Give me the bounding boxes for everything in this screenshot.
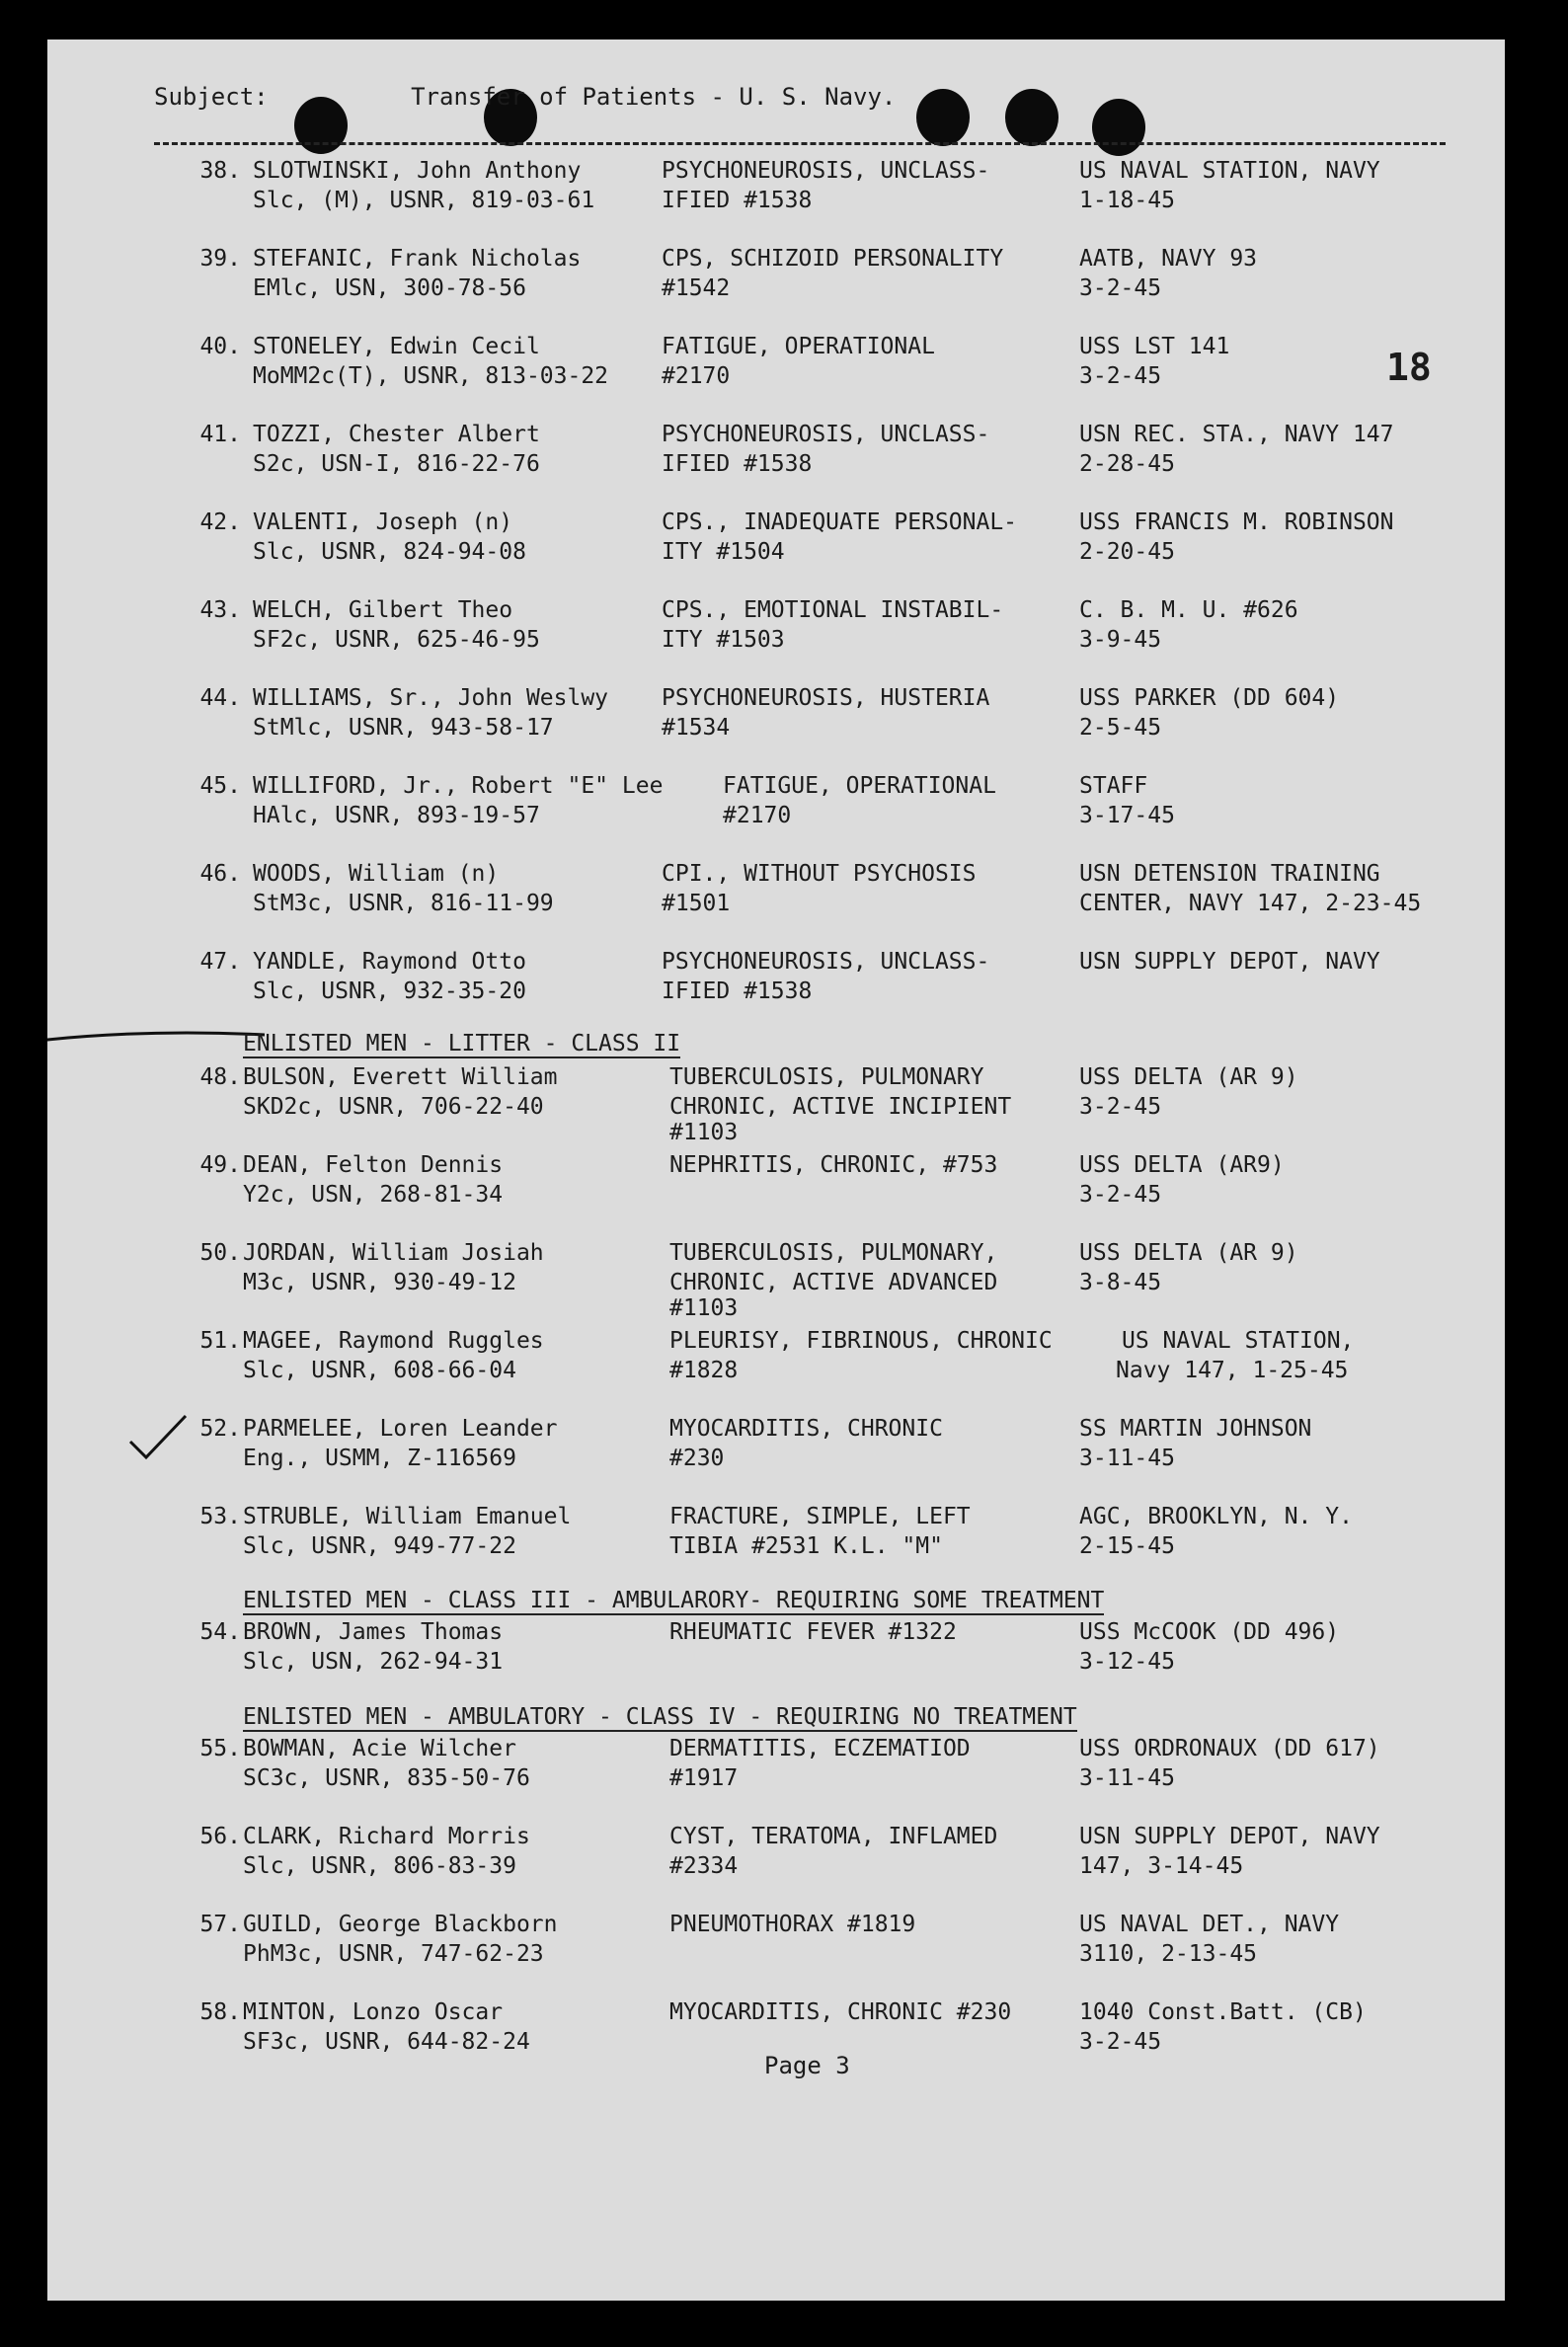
diagnosis: FATIGUE, OPERATIONAL	[662, 334, 935, 359]
destination-cont: 1-18-45	[1079, 188, 1175, 213]
patient-rate: StMlc, USNR, 943-58-17	[253, 715, 554, 741]
destination: SS MARTIN JOHNSON	[1079, 1416, 1312, 1442]
patient-rate: PhM3c, USNR, 747-62-23	[243, 1941, 544, 1967]
destination-cont: 2-28-45	[1079, 451, 1175, 477]
patient-name: YANDLE, Raymond Otto	[253, 949, 526, 975]
patient-rate: Slc, USNR, 824-94-08	[253, 539, 526, 565]
entry-43	[47, 595, 1505, 655]
entry-number: 47.	[199, 949, 241, 975]
destination-cont: 3-2-45	[1079, 1182, 1162, 1208]
destination: USS DELTA (AR9)	[1079, 1152, 1285, 1178]
destination: USS ORDRONAUX (DD 617)	[1079, 1736, 1380, 1761]
destination: US NAVAL STATION,	[1122, 1328, 1355, 1354]
patient-name: BROWN, James Thomas	[243, 1619, 504, 1645]
punch-hole-3	[916, 89, 970, 146]
patient-name: VALENTI, Joseph (n)	[253, 509, 513, 535]
entry-48	[47, 1062, 1505, 1145]
destination: US NAVAL STATION, NAVY	[1079, 158, 1380, 184]
destination: USN SUPPLY DEPOT, NAVY	[1079, 949, 1380, 975]
patient-name: BULSON, Everett William	[243, 1064, 558, 1090]
destination-cont: 2-15-45	[1079, 1533, 1175, 1559]
destination-cont: 147, 3-14-45	[1079, 1853, 1244, 1879]
patient-rate: Slc, (M), USNR, 819-03-61	[253, 188, 595, 213]
destination: USS DELTA (AR 9)	[1079, 1064, 1298, 1090]
patient-rate: Slc, USNR, 932-35-20	[253, 978, 526, 1004]
destination-cont: 3-2-45	[1079, 1094, 1162, 1120]
entry-number: 49.	[199, 1152, 241, 1178]
diagnosis: PSYCHONEUROSIS, HUSTERIA	[662, 685, 990, 711]
destination-cont: 3-11-45	[1079, 1765, 1175, 1791]
patient-name: TOZZI, Chester Albert	[253, 422, 540, 447]
destination-cont: 3-2-45	[1079, 363, 1162, 389]
entry-number: 39.	[199, 246, 241, 272]
entry-53	[47, 1502, 1505, 1561]
destination: C. B. M. U. #626	[1079, 597, 1298, 623]
destination: STAFF	[1079, 773, 1148, 799]
diagnosis-cont: #1917	[669, 1765, 739, 1791]
patient-name: JORDAN, William Josiah	[243, 1240, 544, 1266]
diagnosis: CPS, SCHIZOID PERSONALITY	[662, 246, 1004, 272]
destination: AATB, NAVY 93	[1079, 246, 1258, 272]
destination-cont: Navy 147, 1-25-45	[1116, 1358, 1349, 1383]
destination-cont: CENTER, NAVY 147, 2-23-45	[1079, 891, 1422, 916]
entry-number: 53.	[199, 1504, 241, 1529]
diagnosis-cont: #1501	[662, 891, 731, 916]
entry-49	[47, 1150, 1505, 1210]
destination: USN DETENSION TRAINING	[1079, 861, 1380, 887]
entry-47	[47, 947, 1505, 1006]
diagnosis: CPS., INADEQUATE PERSONAL-	[662, 509, 1018, 535]
patient-name: DEAN, Felton Dennis	[243, 1152, 504, 1178]
entry-number: 57.	[199, 1912, 241, 1937]
diagnosis-cont: IFIED #1538	[662, 188, 813, 213]
diagnosis: PSYCHONEUROSIS, UNCLASS-	[662, 949, 990, 975]
destination-cont: 3-9-45	[1079, 627, 1162, 653]
section-heading-class-iii: ENLISTED MEN - CLASS III - AMBULARORY- REQUIRING SOME TREATMENT	[243, 1588, 1105, 1613]
destination: USS LST 141	[1079, 334, 1230, 359]
diagnosis: TUBERCULOSIS, PULMONARY,	[669, 1240, 998, 1266]
subject-line	[154, 83, 896, 111]
diagnosis: TUBERCULOSIS, PULMONARY	[669, 1064, 984, 1090]
entry-58	[47, 1997, 1505, 2057]
diagnosis: CPI., WITHOUT PSYCHOSIS	[662, 861, 977, 887]
entry-number: 43.	[199, 597, 241, 623]
patient-name: BOWMAN, Acie Wilcher	[243, 1736, 516, 1761]
patient-name: CLARK, Richard Morris	[243, 1824, 530, 1849]
diagnosis: RHEUMATIC FEVER #1322	[669, 1619, 957, 1645]
patient-name: WELCH, Gilbert Theo	[253, 597, 513, 623]
destination-cont: 3-8-45	[1079, 1270, 1162, 1295]
diagnosis-code: #1103	[669, 1295, 739, 1321]
patient-rate: SF3c, USNR, 644-82-24	[243, 2029, 530, 2055]
destination: USS DELTA (AR 9)	[1079, 1240, 1298, 1266]
entry-number: 42.	[199, 509, 241, 535]
destination: US NAVAL DET., NAVY	[1079, 1912, 1340, 1937]
destination-cont: 2-20-45	[1079, 539, 1175, 565]
patient-rate: M3c, USNR, 930-49-12	[243, 1270, 516, 1295]
patient-name: SLOTWINSKI, John Anthony	[253, 158, 582, 184]
patient-rate: MoMM2c(T), USNR, 813-03-22	[253, 363, 609, 389]
destination: USN SUPPLY DEPOT, NAVY	[1079, 1824, 1380, 1849]
patient-name: MINTON, Lonzo Oscar	[243, 1999, 504, 2025]
entry-number: 44.	[199, 685, 241, 711]
diagnosis-cont: TIBIA #2531 K.L. "M"	[669, 1533, 943, 1559]
diagnosis-cont: #1534	[662, 715, 731, 741]
diagnosis-cont: IFIED #1538	[662, 451, 813, 477]
patient-name: WILLIFORD, Jr., Robert "E" Lee	[253, 773, 664, 799]
entry-38	[47, 156, 1505, 215]
entry-number: 48.	[199, 1064, 241, 1090]
entry-number: 40.	[199, 334, 241, 359]
entry-45	[47, 771, 1505, 830]
diagnosis: PSYCHONEUROSIS, UNCLASS-	[662, 158, 990, 184]
destination-cont: 3-2-45	[1079, 2029, 1162, 2055]
entry-number: 52.	[199, 1416, 241, 1442]
diagnosis: PLEURISY, FIBRINOUS, CHRONIC	[669, 1328, 1053, 1354]
diagnosis-cont: #1828	[669, 1358, 739, 1383]
patient-rate: Eng., USMM, Z-116569	[243, 1446, 516, 1471]
diagnosis-cont: CHRONIC, ACTIVE ADVANCED	[669, 1270, 998, 1295]
entry-52	[47, 1414, 1505, 1473]
patient-rate: S2c, USN-I, 816-22-76	[253, 451, 540, 477]
diagnosis-cont: #2334	[669, 1853, 739, 1879]
entry-56	[47, 1822, 1505, 1881]
entry-50	[47, 1238, 1505, 1321]
destination-cont: 3-12-45	[1079, 1649, 1175, 1675]
section-heading-litter: ENLISTED MEN - LITTER - CLASS II	[243, 1031, 681, 1056]
margin-pen-line	[47, 1023, 265, 1053]
patient-name: STEFANIC, Frank Nicholas	[253, 246, 582, 272]
entry-number: 54.	[199, 1619, 241, 1645]
diagnosis-cont: #1542	[662, 275, 731, 301]
diagnosis: DERMATITIS, ECZEMATIOD	[669, 1736, 971, 1761]
entry-51	[47, 1326, 1505, 1385]
diagnosis: CYST, TERATOMA, INFLAMED	[669, 1824, 998, 1849]
diagnosis-cont: #2170	[662, 363, 731, 389]
entry-number: 45.	[199, 773, 241, 799]
patient-name: PARMELEE, Loren Leander	[243, 1416, 558, 1442]
diagnosis: MYOCARDITIS, CHRONIC #230	[669, 1999, 1012, 2025]
patient-rate: Y2c, USN, 268-81-34	[243, 1182, 504, 1208]
patient-rate: Slc, USN, 262-94-31	[243, 1649, 504, 1675]
page-number: Page 3	[764, 2052, 850, 2079]
section-heading-class-iv: ENLISTED MEN - AMBULATORY - CLASS IV - REQUIRING NO TREATMENT	[243, 1704, 1077, 1730]
patient-rate: Slc, USNR, 608-66-04	[243, 1358, 516, 1383]
entry-number: 50.	[199, 1240, 241, 1266]
patient-rate: EMlc, USN, 300-78-56	[253, 275, 526, 301]
patient-name: STRUBLE, William Emanuel	[243, 1504, 572, 1529]
patient-rate: Slc, USNR, 806-83-39	[243, 1853, 516, 1879]
entry-number: 55.	[199, 1736, 241, 1761]
entry-57	[47, 1910, 1505, 1969]
entry-number: 51.	[199, 1328, 241, 1354]
entry-42	[47, 508, 1505, 567]
entry-41	[47, 420, 1505, 479]
destination: AGC, BROOKLYN, N. Y.	[1079, 1504, 1353, 1529]
diagnosis: PSYCHONEUROSIS, UNCLASS-	[662, 422, 990, 447]
diagnosis-code: #1103	[669, 1120, 739, 1145]
destination-cont: 2-5-45	[1079, 715, 1162, 741]
entry-number: 58.	[199, 1999, 241, 2025]
punch-hole-4	[1005, 89, 1058, 146]
patient-rate: Slc, USNR, 949-77-22	[243, 1533, 516, 1559]
entry-40	[47, 332, 1505, 391]
diagnosis-cont: IFIED #1538	[662, 978, 813, 1004]
punch-hole-5	[1092, 99, 1145, 156]
patient-name: WILLIAMS, Sr., John Weslwy	[253, 685, 609, 711]
destination: USS PARKER (DD 604)	[1079, 685, 1340, 711]
diagnosis: PNEUMOTHORAX #1819	[669, 1912, 916, 1937]
entry-number: 46.	[199, 861, 241, 887]
destination: USS FRANCIS M. ROBINSON	[1079, 509, 1394, 535]
patient-name: WOODS, William (n)	[253, 861, 500, 887]
document-page	[47, 39, 1505, 2301]
entry-54	[47, 1617, 1505, 1677]
destination: 1040 Const.Batt. (CB)	[1079, 1999, 1367, 2025]
entry-46	[47, 859, 1505, 918]
sheet-number: 18	[1386, 346, 1432, 389]
diagnosis-cont: CHRONIC, ACTIVE INCIPIENT	[669, 1094, 1012, 1120]
patient-name: MAGEE, Raymond Ruggles	[243, 1328, 544, 1354]
destination: USS McCOOK (DD 496)	[1079, 1619, 1340, 1645]
patient-rate: StM3c, USNR, 816-11-99	[253, 891, 554, 916]
diagnosis: FRACTURE, SIMPLE, LEFT	[669, 1504, 971, 1529]
header-divider	[154, 142, 1446, 145]
diagnosis-cont: ITY #1504	[662, 539, 785, 565]
diagnosis: CPS., EMOTIONAL INSTABIL-	[662, 597, 1004, 623]
entry-number: 56.	[199, 1824, 241, 1849]
diagnosis-cont: #230	[669, 1446, 725, 1471]
destination-cont: 3-2-45	[1079, 275, 1162, 301]
subject-text: Transfer of Patients - U. S. Navy.	[411, 83, 897, 111]
entry-44	[47, 683, 1505, 743]
entry-39	[47, 244, 1505, 303]
patient-rate: SF2c, USNR, 625-46-95	[253, 627, 540, 653]
patient-rate: SKD2c, USNR, 706-22-40	[243, 1094, 544, 1120]
patient-rate: SC3c, USNR, 835-50-76	[243, 1765, 530, 1791]
diagnosis-cont: #2170	[723, 803, 792, 828]
entry-number: 41.	[199, 422, 241, 447]
destination-cont: 3110, 2-13-45	[1079, 1941, 1258, 1967]
patient-name: GUILD, George Blackborn	[243, 1912, 558, 1937]
diagnosis-cont: ITY #1503	[662, 627, 785, 653]
patient-name: STONELEY, Edwin Cecil	[253, 334, 540, 359]
destination: USN REC. STA., NAVY 147	[1079, 422, 1394, 447]
diagnosis: NEPHRITIS, CHRONIC, #753	[669, 1152, 998, 1178]
entry-number: 38.	[199, 158, 241, 184]
patient-rate: HAlc, USNR, 893-19-57	[253, 803, 540, 828]
diagnosis: FATIGUE, OPERATIONAL	[723, 773, 996, 799]
destination-cont: 3-17-45	[1079, 803, 1175, 828]
destination-cont: 3-11-45	[1079, 1446, 1175, 1471]
subject-label: Subject:	[154, 83, 269, 111]
entry-55	[47, 1734, 1505, 1793]
diagnosis: MYOCARDITIS, CHRONIC	[669, 1416, 943, 1442]
